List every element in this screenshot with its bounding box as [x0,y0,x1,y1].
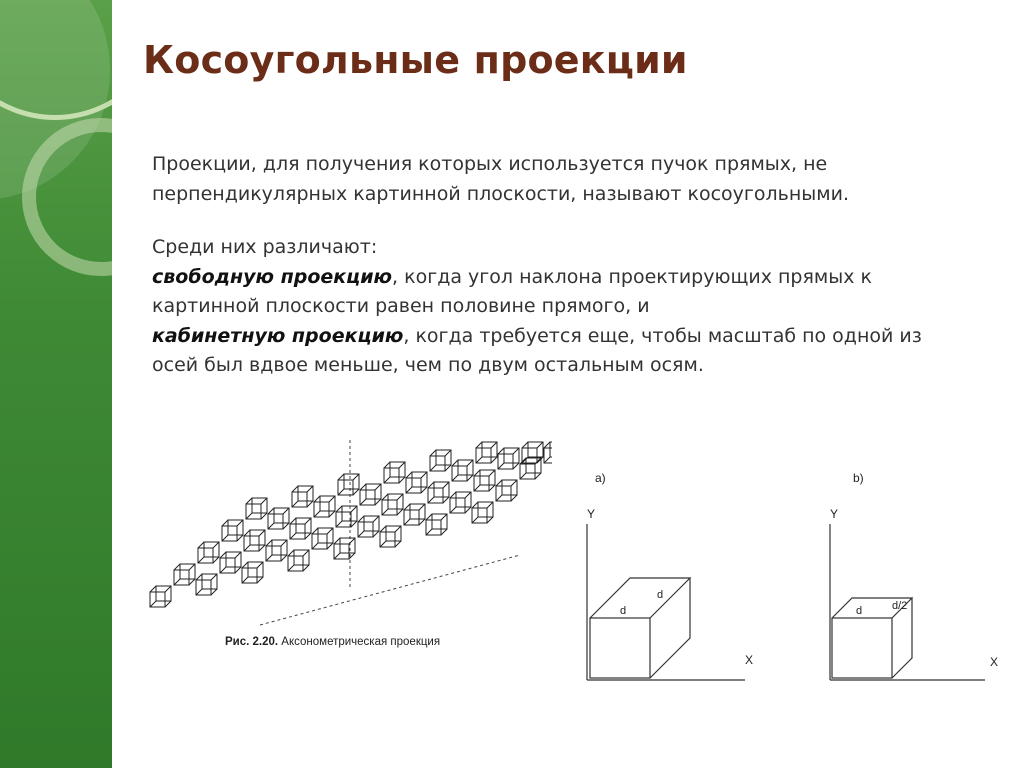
wireframe-cube [430,450,451,471]
wireframe-cube [196,574,217,595]
wireframe-cube [244,530,265,551]
wireframe-cube [404,504,425,525]
diagram-b-axis-x-label: X [990,655,999,669]
diagram-b-label: b) [853,471,864,485]
wireframe-cube [522,442,543,463]
free-projection-paragraph [152,263,942,322]
diagram-a-label: a) [595,471,606,485]
slide-title: Косоугольные проекции [143,38,688,82]
wireframe-cube [406,472,427,493]
diagram-a-axis-x-label: X [745,653,754,667]
wireframe-cube [290,518,311,539]
diagram-a-cube [590,578,690,678]
wireframe-cube [472,502,493,523]
wireframe-cube [382,494,403,515]
diagram-b-axis-y-label: Y [830,507,839,521]
wireframe-cube [314,496,335,517]
cabinet-projection-diagram [820,468,1010,683]
wireframe-cube [174,564,195,585]
wireframe-cube [338,474,359,495]
wireframe-cube [476,442,497,463]
wireframe-cube [474,470,495,491]
wireframe-cube [336,506,357,527]
wireframe-cube [288,550,309,571]
decor-ring-large [0,0,112,120]
diagram-a-depth-label: d [657,589,664,601]
cabinet-projection-paragraph [152,322,942,381]
wireframe-cube [292,486,313,507]
wireframe-cube [426,514,447,535]
cube-lattice-figure [140,440,552,665]
slide-body [152,150,942,381]
wireframe-cube [360,484,381,505]
wireframe-cube [312,528,333,549]
wireframe-cube [380,526,401,547]
figure-caption-text: Аксонометрическая проекция [278,636,441,648]
wireframe-cube [496,480,517,501]
among-line: Среди них различают: [152,236,378,258]
wireframe-cube [222,520,243,541]
cabinet-projection-text: , когда требуется еще, чтобы масштаб по одной из осей был вдвое меньше, чем по двум остальным осям. [152,324,922,376]
intro-paragraph: Проекции, для получения которых используется пучок прямых, не перпендикулярных картинной плоскости, называют косоугольными. [152,153,850,205]
figure-caption [225,636,440,648]
wireframe-cube [450,492,471,513]
wireframe-cube [498,448,519,469]
wireframe-cube [220,552,241,573]
wireframe-cube [246,498,267,519]
free-projection-diagram [575,468,775,683]
wireframe-cube [268,508,289,529]
wireframe-cube [452,460,473,481]
wireframe-cube [242,562,263,583]
diagram-b-face-label: d [856,605,863,617]
decorative-side-band [0,0,112,768]
wireframe-cube [150,586,171,607]
wireframe-cube [358,516,379,537]
cube-grid [150,442,552,607]
wireframe-cube [544,442,552,463]
free-projection-term: свободную проекцию [152,265,393,288]
wireframe-cube [266,540,287,561]
wireframe-cube [428,482,449,503]
diagram-a-face-label: d [620,605,627,617]
cabinet-projection-term: кабинетную проекцию [152,324,404,347]
diagram-a-axis-y-label: Y [587,507,596,521]
diagram-b-depth-label: d/2 [892,600,908,612]
wireframe-cube [198,542,219,563]
figure-caption-number: Рис. 2.20. [225,636,279,648]
wireframe-cube [334,538,355,559]
free-projection-text: , когда угол наклона проектирующих прямых к картинной плоскости равен половине прямого, и [152,265,873,317]
wireframe-cube [384,462,405,483]
